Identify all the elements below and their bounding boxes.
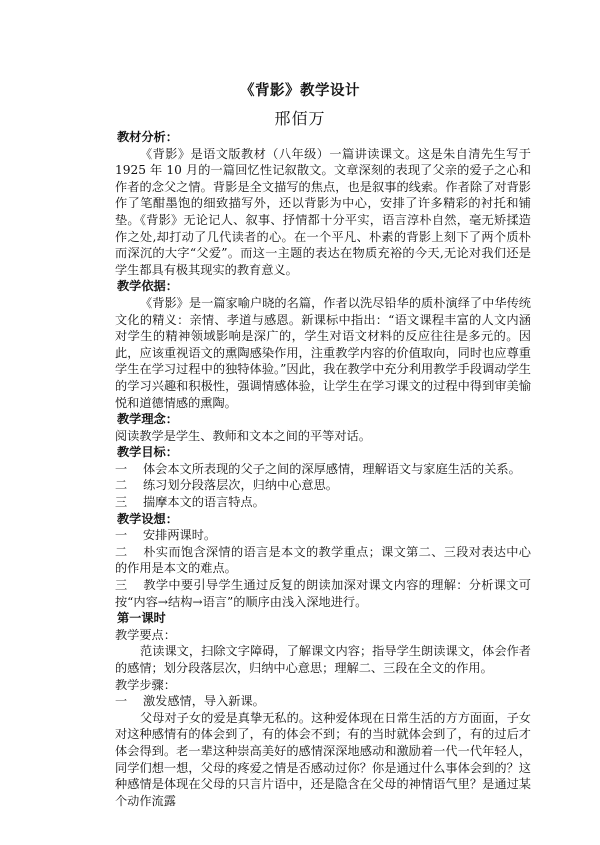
lesson-steps-label: 教学步骤：: [115, 677, 176, 692]
design-number: 一: [115, 528, 128, 543]
goal-item: [115, 477, 531, 494]
goal-item: [115, 494, 531, 511]
design-item: [115, 544, 531, 577]
lesson-points-text: 范读课文，扫除文字障碍，了解课文内容；指导学生朗读课文，体会作者的感情；划分段落层次，归纳中心意思；理解二、三段在全文的作用。: [115, 644, 531, 675]
goal-text: 揣摩本文的语言特点。: [143, 495, 265, 510]
design-number: 三: [115, 578, 128, 593]
heading-design: 教学设想：: [117, 511, 178, 526]
paragraph-basis: 《背影》是一篇家喻户晓的名篇，作者以洗尽铅华的质朴演绎了中华传统文化的精义：亲情、孝道与感恩。新课标中指出：“语文课程丰富的人文内涵对学生的精神领域影响是深广的，学生对语文材料的反应往往是多元的。因此，应该重视语文的熏陶感染作用，注重教学内容的价值取向，同时也应尊重学生在学习过程中的独特体验。”因此，我在教学中充分利用教学手段调动学生的学习兴趣和积极性，强调情感体验，让学生在学习课文的过程中得到审美愉悦和道德情感的熏陶。: [115, 295, 531, 410]
design-item: [115, 577, 531, 610]
heading-lesson-1: 第一课时: [117, 611, 166, 626]
design-text: 教学中要引导学生通过反复的朗读加深对课文内容的理解：分析课文可按“内容→结构→语言”的顺序由浅入深地进行。: [115, 578, 531, 609]
paragraph-concept: 阅读教学是学生、教师和文本之间的平等对话。: [115, 428, 371, 443]
heading-goals: 教学目标：: [117, 445, 178, 460]
goal-text: 练习划分段落层次，归纳中心意思。: [143, 478, 338, 493]
goal-number: 二: [115, 478, 128, 493]
goal-number: 一: [115, 461, 128, 476]
step-number: 一: [115, 694, 128, 709]
heading-analysis: 教材分析：: [117, 130, 178, 144]
document-body: [115, 129, 531, 809]
paragraph-analysis: 《背影》是语文版教材（八年级）一篇讲读课文。这是朱自清先生写于 1925 年 10 月的一篇回忆性记叙散文。文章深刻的表现了父亲的爱子之心和作者的念父之情。背影是全文描写的焦点，也是叙事的线索。作者除了对背影作了笔酣墨饱的细致描写外，还以背影为中心，安排了许多精彩的衬托和铺垫。《背影》无论记人、叙事、抒情都十分平实，语言淳朴自然，毫无矫揉造作之处,却打动了几代读者的心。在一个平凡、朴素的背影上刻下了两个质朴而深沉的大字“父爱”。而这一主题的表达在物质充裕的今天,无论对我们还是学生都具有极其现实的教育意义。: [115, 146, 531, 277]
heading-basis: 教学依据：: [117, 279, 178, 294]
lesson-points-label: 教学要点：: [115, 627, 176, 642]
goal-item: [115, 461, 531, 478]
design-text: 朴实而饱含深情的语言是本文的教学重点；课文第二、三段对表达中心的作用是本文的难点。: [115, 544, 531, 576]
author-name: 邢佰万: [274, 109, 326, 128]
heading-concept: 教学理念：: [117, 412, 178, 427]
design-number: 二: [115, 544, 128, 559]
goal-number: 三: [115, 495, 128, 510]
document-title: 《背影》教学设计: [240, 82, 360, 99]
step-item: [115, 693, 531, 710]
design-text: 安排两课时。: [143, 528, 217, 543]
goal-text: 体会本文所表现的父子之间的深厚感情，理解语文与家庭生活的关系。: [143, 461, 521, 476]
step-text: 激发感情，导入新课。: [143, 694, 265, 709]
step-paragraph: 父母对子女的爱是真挚无私的。这种爱体现在日常生活的方方面面，子女对这种感情有的体会到了，有的体会不到；有的当时就体会到了，有的过后才体会得到。老一辈这种崇高美好的感情深深地感动和激励着一代一代年轻人，同学们想一想，父母的疼爱之情是否感动过你？你是通过什么事体会到的？这种感情是体现在父母的只言片语中，还是隐含在父母的神情语气里？是通过某个动作流露: [115, 710, 531, 808]
design-item: [115, 527, 531, 544]
